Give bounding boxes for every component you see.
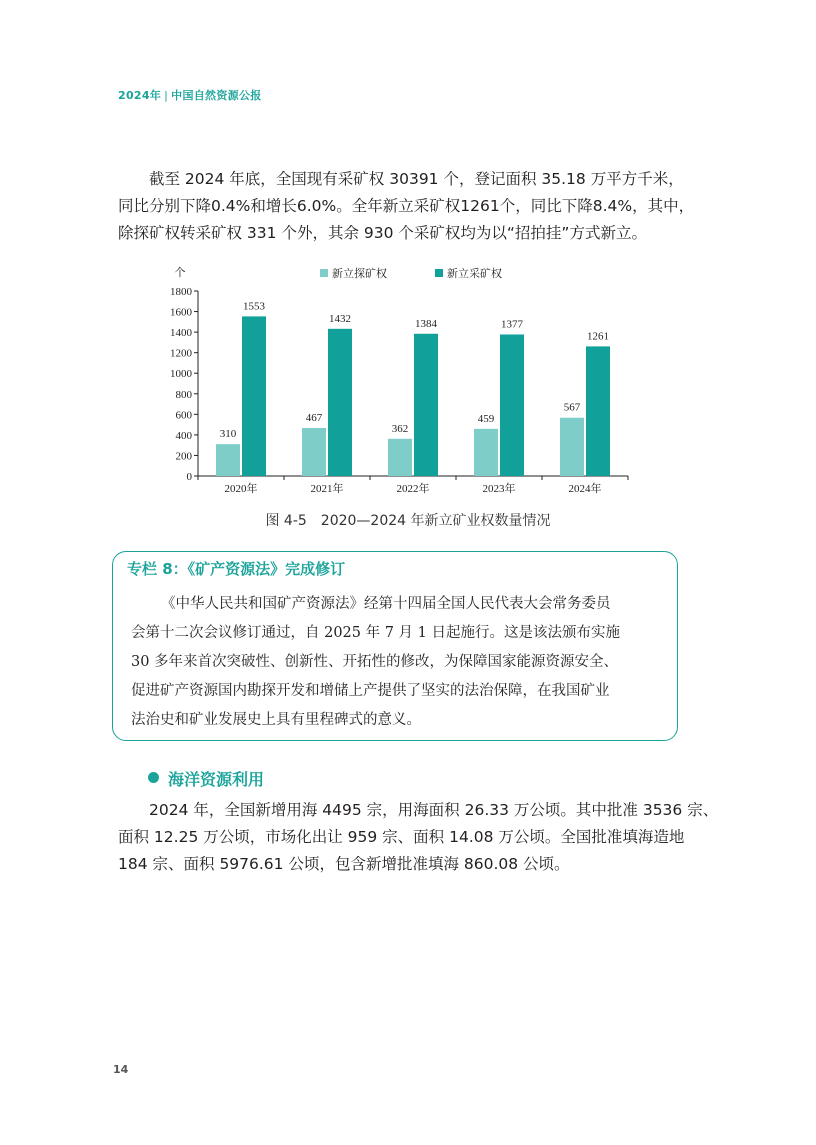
y-tick-label: 1200 [170,347,192,360]
data-label: 1384 [415,317,437,330]
bar [242,316,266,476]
x-tick-label: 2023年 [482,483,516,495]
header-year: 2024年 [118,89,162,102]
data-label: 1377 [501,318,523,331]
bullet-dot-icon [148,772,159,783]
box-line: 会第十二次会议修订通过，自 2025 年 7 月 1 日起施行。这是该法颁布实施 [131,625,621,641]
data-label: 567 [563,401,581,414]
figure-caption: 图 4-5 2020—2024 年新立矿业权数量情况 [265,513,551,529]
box-line: 促进矿产资源国内勘探开发和增储上产提供了坚实的法治保障，在我国矿业 [131,683,610,699]
bar-chart-svg [150,262,640,502]
bar [586,346,610,476]
y-tick-label: 200 [175,450,192,463]
paragraph-line: 面积 12.25 万公顷，市场化出让 959 宗、面积 14.08 万公顷。全国批准填海造地 [118,828,685,846]
column-box [112,551,678,741]
bar [302,428,326,476]
x-tick-label: 2022年 [396,483,430,495]
bar [414,334,438,476]
y-tick-label: 800 [175,388,192,401]
bar [474,429,498,476]
x-tick-label: 2020年 [224,483,258,495]
paragraph-mining-rights [118,166,698,247]
y-axis-label: 个 [174,267,186,279]
y-tick-label: 1400 [170,327,192,340]
legend-label: 新立探矿权 [332,268,387,280]
box-line: 法治史和矿业发展史上具有里程碑式的意义。 [131,712,421,728]
header-title: 中国自然资源公报 [171,89,262,102]
data-label: 1261 [587,330,609,343]
y-tick-label: 400 [175,429,192,442]
y-tick-label: 1000 [170,368,192,381]
legend-swatch [435,269,443,277]
x-tick-label: 2021年 [310,483,344,495]
y-tick-label: 600 [175,409,192,422]
section-heading [148,767,264,790]
box-line: 30 多年来首次突破性、创新性、开拓性的修改，为保障国家能源资源安全、 [131,654,619,670]
paragraph-line: 截至 2024 年底，全国现有采矿权 30391 个，登记面积 35.18 万平方千米， [149,170,684,188]
paragraph-line: 除探矿权转采矿权 331 个外，其余 930 个采矿权均为以“招拍挂”方式新立。 [118,224,647,242]
legend-swatch [320,269,328,277]
legend-label: 新立采矿权 [447,268,502,280]
data-label: 467 [305,412,323,425]
y-tick-label: 0 [186,471,192,483]
x-tick-label: 2024年 [568,483,602,495]
paragraph-line: 同比分别下降0.4%和增长6.0%。全年新立采矿权1261个，同比下降8.4%，其中， [118,197,695,215]
header-separator: | [164,89,169,102]
running-header [118,87,262,103]
mining-rights-chart [150,262,640,502]
data-label: 1432 [329,312,351,325]
bar [216,444,240,476]
paragraph-line: 184 宗、面积 5976.61 公顷，包含新增批准填海 860.08 公顷。 [118,855,570,873]
box-line: 《中华人民共和国矿产资源法》经第十四届全国人民代表大会常务委员 [161,596,611,612]
data-label: 362 [391,422,409,435]
bar [560,418,584,476]
data-label: 1553 [243,300,265,313]
bar [388,439,412,476]
y-tick-label: 1600 [170,306,192,319]
page-number: 14 [113,1063,129,1076]
data-label: 459 [477,412,495,425]
column-box-title: 专栏 8：《矿产资源法》完成修订 [127,560,346,578]
section-title: 海洋资源利用 [168,770,265,789]
column-box-body [131,590,661,735]
y-tick-label: 1800 [170,286,192,298]
data-label: 310 [219,428,237,441]
paragraph-line: 2024 年，全国新增用海 4495 宗，用海面积 26.33 万公顷。其中批准 3536 宗、 [149,801,719,819]
bar [500,334,524,476]
bar [328,329,352,476]
paragraph-sea-use [118,797,719,878]
